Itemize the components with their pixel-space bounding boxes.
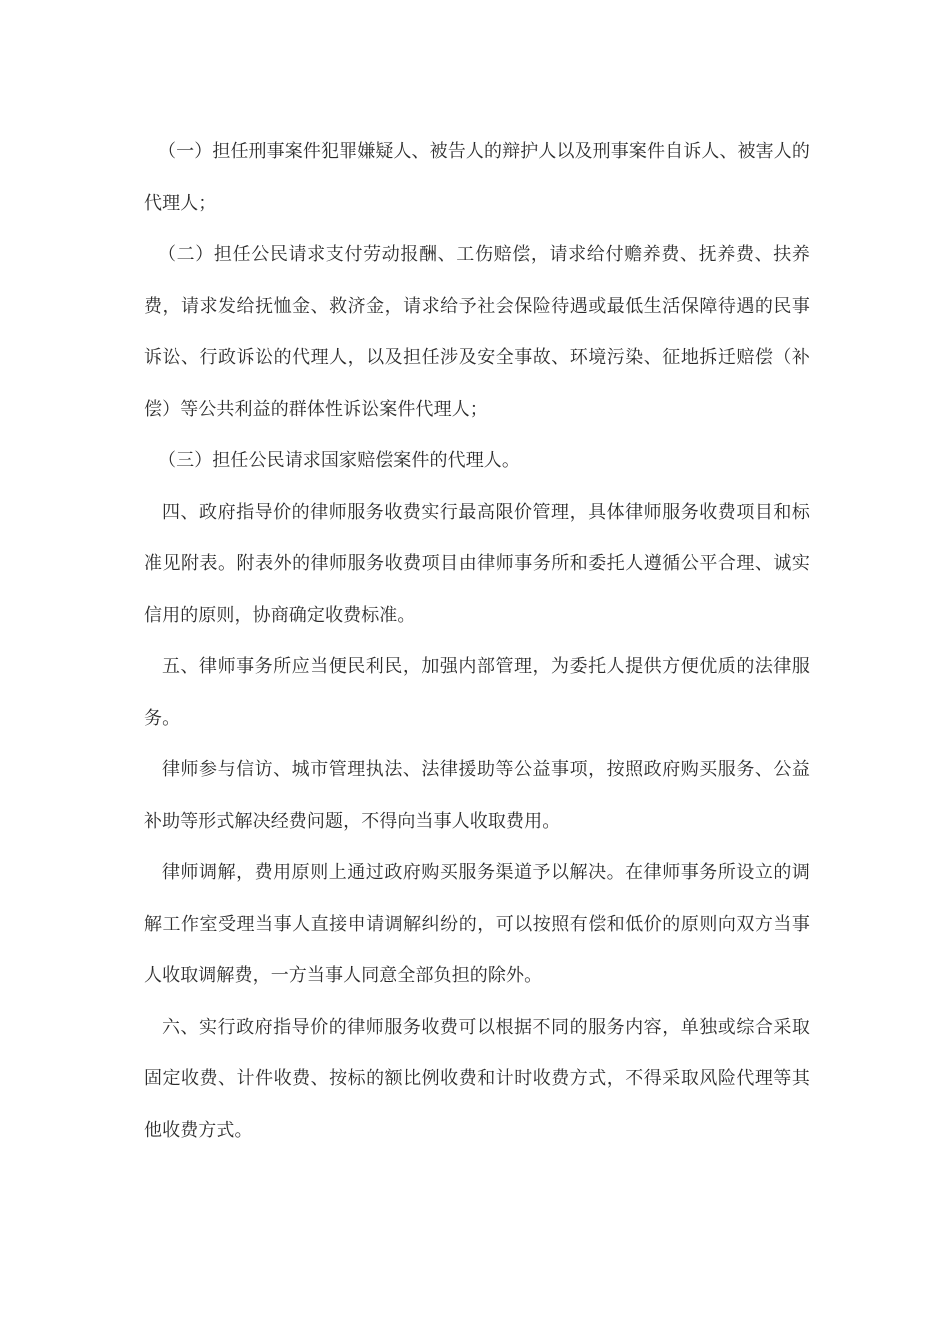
paragraph-article-6: 六、实行政府指导价的律师服务收费可以根据不同的服务内容，单独或综合采取固定收费、计件收费、按标的额比例收费和计时收费方式，不得采取风险代理等其他收费方式。 — [144, 1016, 810, 1141]
paragraph-article-4: 四、政府指导价的律师服务收费实行最高限价管理，具体律师服务收费项目和标准见附表。附表外的律师服务收费项目由律师事务所和委托人遵循公平合理、诚实信用的原则，协商确定收费标准。 — [144, 501, 810, 626]
paragraph-mediation: 律师调解，费用原则上通过政府购买服务渠道予以解决。在律师事务所设立的调解工作室受理当事人直接申请调解纠纷的，可以按照有偿和低价的原则向双方当事人收取调解费，一方当事人同意全部负担的除外。 — [144, 862, 810, 986]
paragraph-item-3: （三）担任公民请求国家赔偿案件的代理人。 — [158, 450, 520, 471]
document-body — [144, 126, 810, 1156]
paragraph-item-2: （二）担任公民请求支付劳动报酬、工伤赔偿，请求给付赡养费、抚养费、扶养费，请求发给抚恤金、救济金，请求给予社会保险待遇或最低生活保障待遇的民事诉讼、行政诉讼的代理人，以及担任涉及安全事故、环境污染、征地拆迁赔偿（补偿）等公共利益的群体性诉讼案件代理人； — [144, 244, 810, 420]
paragraph-item-1: （一）担任刑事案件犯罪嫌疑人、被告人的辩护人以及刑事案件自诉人、被害人的代理人； — [144, 141, 810, 214]
paragraph-article-5: 五、律师事务所应当便民利民，加强内部管理，为委托人提供方便优质的法律服务。 — [144, 656, 810, 729]
paragraph-public-service: 律师参与信访、城市管理执法、法律援助等公益事项，按照政府购买服务、公益补助等形式解决经费问题，不得向当事人收取费用。 — [144, 759, 810, 832]
